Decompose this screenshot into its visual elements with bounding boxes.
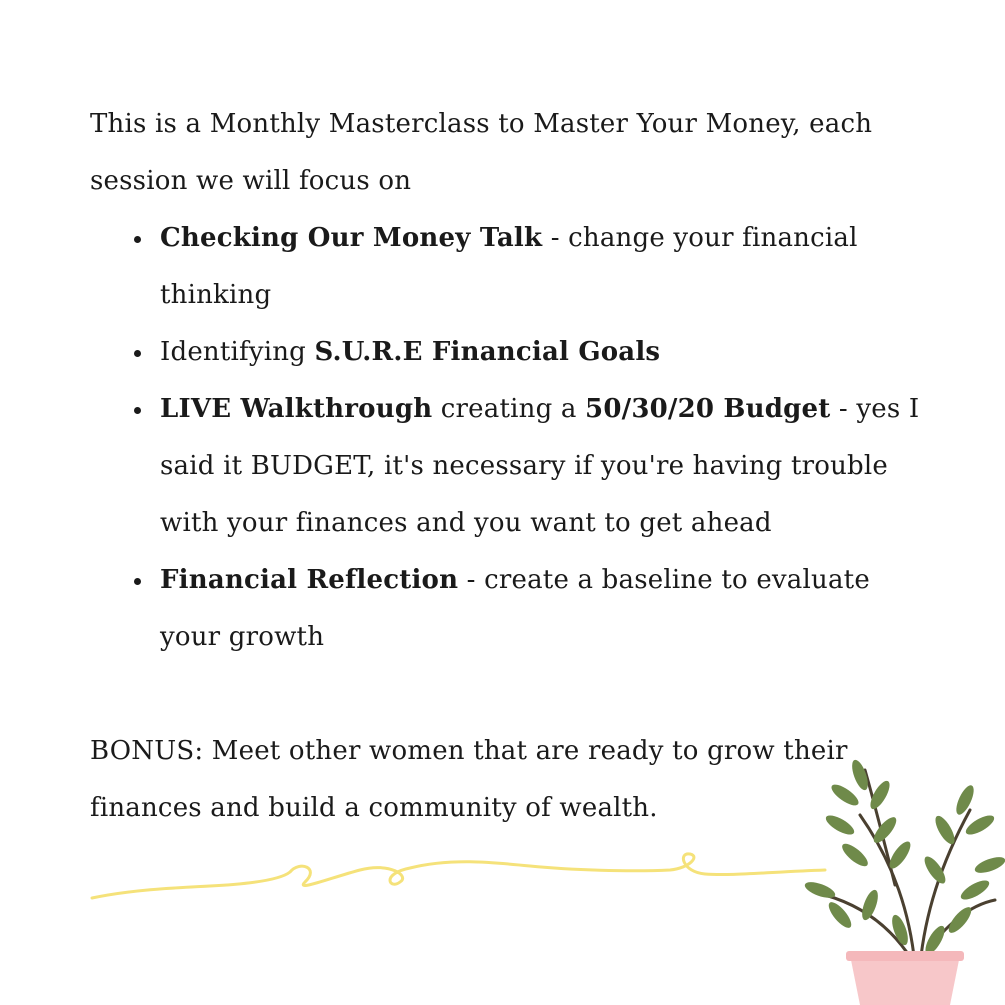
item-text: - change your financial thinking (160, 223, 858, 310)
squiggle-line-decoration (90, 850, 830, 910)
item-text: Identifying (160, 337, 315, 367)
list-item (160, 552, 920, 666)
item-title: S.U.R.E Financial Goals (314, 337, 661, 367)
potted-plant-illustration (800, 755, 1005, 1005)
item-text: - create a baseline to evaluate your growth (160, 565, 870, 652)
item-title-budget: 50/30/20 Budget (585, 394, 831, 424)
focus-list (90, 210, 920, 666)
masterclass-description (90, 96, 920, 837)
list-item (160, 324, 920, 381)
item-text: creating a (432, 394, 586, 424)
intro-text: This is a Monthly Masterclass to Master Your Money, each session we will focus on (90, 109, 873, 196)
item-title: Financial Reflection (160, 565, 459, 595)
list-item (160, 210, 920, 324)
bonus-text: BONUS: Meet other women that are ready to grow their finances and build a community of wealth. (90, 736, 848, 823)
item-title: LIVE Walkthrough (160, 394, 433, 424)
item-title: Checking Our Money Talk (160, 223, 543, 253)
list-item (160, 381, 920, 552)
item-text: - yes I said it BUDGET, it's necessary if you're having trouble with your finances and you want to get ahead (160, 394, 920, 538)
